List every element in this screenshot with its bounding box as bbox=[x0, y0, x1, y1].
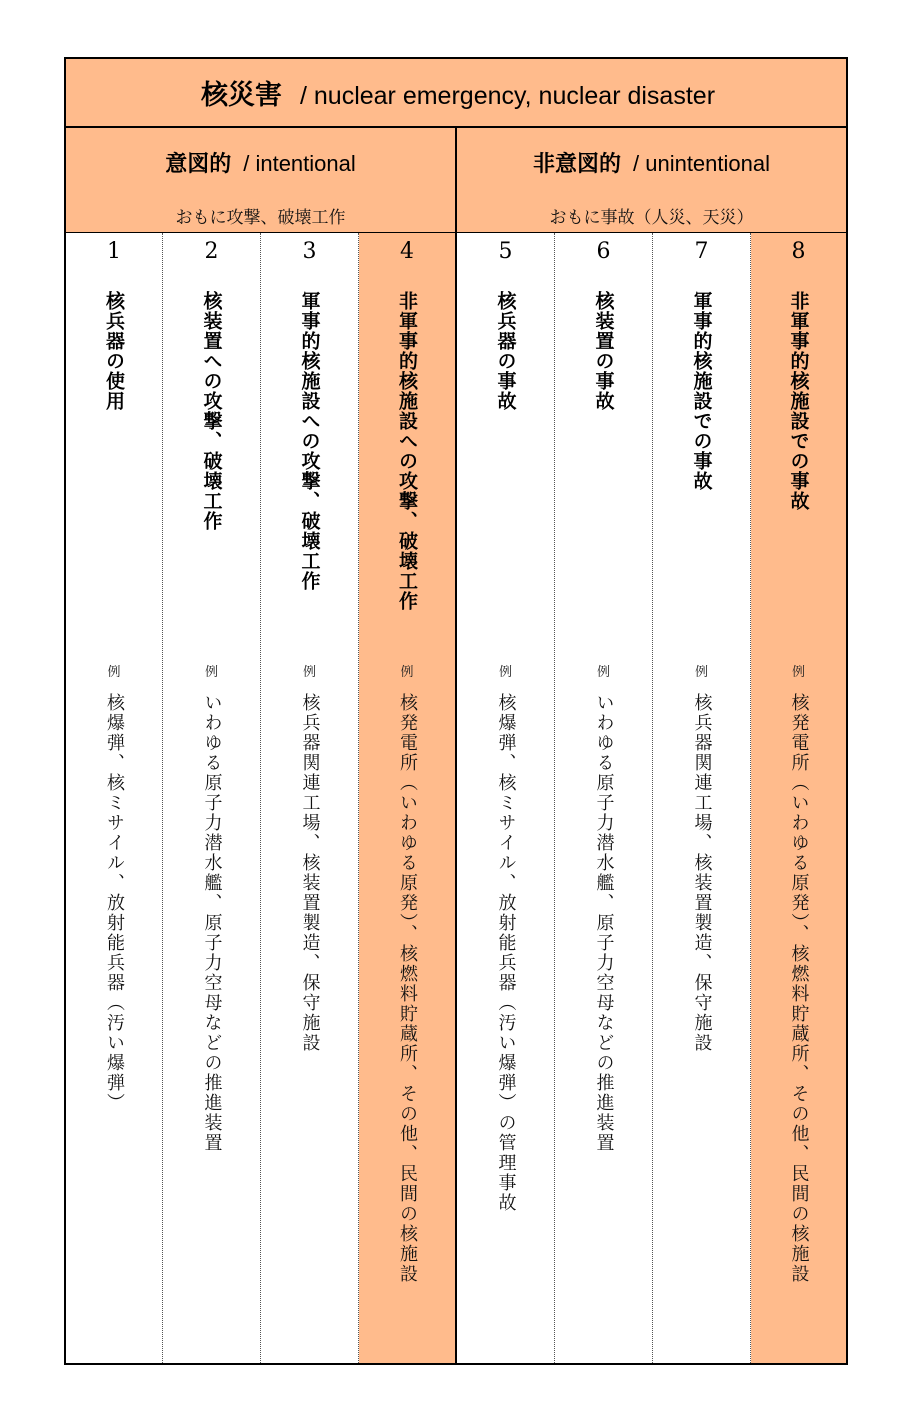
column-label-text: 核装置の事故 bbox=[592, 291, 615, 411]
example-tag: 例 bbox=[400, 665, 414, 680]
column-number: 7 bbox=[694, 239, 709, 264]
column-label-text: 非軍事的核施設での事故 bbox=[787, 291, 810, 511]
column-example bbox=[751, 693, 846, 1353]
column-example bbox=[261, 693, 358, 1353]
column-label bbox=[457, 291, 554, 651]
column-number: 3 bbox=[302, 239, 317, 264]
column-label bbox=[261, 291, 358, 651]
title-row bbox=[66, 59, 846, 128]
classification-table bbox=[64, 57, 848, 1365]
group-subtitle: おもに事故（人災、天災） bbox=[549, 208, 754, 228]
group-heading-japanese: 意図的 bbox=[165, 152, 232, 177]
example-tag: 例 bbox=[107, 665, 121, 680]
column-number: 6 bbox=[596, 239, 611, 264]
column-example bbox=[555, 693, 652, 1353]
group-unintentional bbox=[457, 128, 846, 232]
column-example-text: 核兵器関連工場、核装置製造、保守施設 bbox=[299, 693, 321, 1053]
column-label bbox=[66, 291, 162, 651]
column-label-text: 核兵器の事故 bbox=[494, 291, 517, 411]
column-example bbox=[359, 693, 455, 1353]
column-example bbox=[163, 693, 260, 1353]
title-japanese: 核災害 bbox=[201, 80, 282, 111]
column-example bbox=[457, 693, 554, 1353]
group-heading bbox=[457, 150, 846, 179]
example-tag: 例 bbox=[791, 665, 805, 680]
category-column-7 bbox=[653, 233, 751, 1363]
group-heading bbox=[66, 150, 455, 179]
column-example-text: いわゆる原子力潜水艦、原子力空母などの推進装置 bbox=[593, 693, 615, 1153]
category-column-4 bbox=[359, 233, 457, 1363]
column-example-text: いわゆる原子力潜水艦、原子力空母などの推進装置 bbox=[201, 693, 223, 1153]
column-label bbox=[751, 291, 846, 651]
column-example-text: 核発電所（いわゆる原発）、核燃料貯蔵所、その他、民間の核施設 bbox=[397, 693, 418, 1284]
example-tag: 例 bbox=[204, 665, 218, 680]
column-example-text: 核兵器関連工場、核装置製造、保守施設 bbox=[691, 693, 713, 1053]
group-subtitle: おもに攻撃、破壊工作 bbox=[175, 208, 346, 228]
example-tag: 例 bbox=[498, 665, 512, 680]
column-example-text: 核発電所（いわゆる原発）、核燃料貯蔵所、その他、民間の核施設 bbox=[788, 693, 810, 1284]
group-intentional bbox=[66, 128, 457, 232]
group-heading-japanese: 非意図的 bbox=[532, 152, 621, 177]
example-tag: 例 bbox=[302, 665, 316, 680]
column-number: 1 bbox=[107, 239, 121, 264]
group-heading-english: / unintentional bbox=[633, 151, 770, 176]
page-title bbox=[201, 81, 715, 111]
group-heading-english: / intentional bbox=[243, 151, 356, 176]
column-label bbox=[555, 291, 652, 651]
example-tag: 例 bbox=[596, 665, 610, 680]
title-english: / nuclear emergency, nuclear disaster bbox=[300, 82, 716, 110]
column-label-text: 軍事的核施設への攻撃、破壊工作 bbox=[298, 291, 321, 591]
category-column-3 bbox=[261, 233, 359, 1363]
column-label-text: 核装置への攻撃、破壊工作 bbox=[200, 291, 223, 531]
column-label-text: 軍事的核施設での事故 bbox=[690, 291, 713, 491]
column-label-text: 核兵器の使用 bbox=[103, 291, 125, 411]
column-number: 8 bbox=[791, 239, 806, 264]
category-column-2 bbox=[163, 233, 261, 1363]
column-label-text: 非軍事的核施設への攻撃、破壊工作 bbox=[396, 291, 418, 611]
category-column-8 bbox=[751, 233, 846, 1363]
column-example-text: 核爆弾、核ミサイル、放射能兵器（汚い爆弾） bbox=[104, 693, 125, 1113]
column-number: 4 bbox=[400, 239, 414, 264]
column-label bbox=[653, 291, 750, 651]
column-example-text: 核爆弾、核ミサイル、放射能兵器（汚い爆弾）の管理事故 bbox=[495, 693, 517, 1213]
example-tag: 例 bbox=[694, 665, 708, 680]
category-column-5 bbox=[457, 233, 555, 1363]
category-column-6 bbox=[555, 233, 653, 1363]
column-number: 2 bbox=[204, 239, 219, 264]
column-example bbox=[653, 693, 750, 1353]
category-column-1 bbox=[66, 233, 163, 1363]
column-example bbox=[66, 693, 162, 1353]
column-label bbox=[359, 291, 455, 651]
column-label bbox=[163, 291, 260, 651]
column-number: 5 bbox=[498, 239, 513, 264]
